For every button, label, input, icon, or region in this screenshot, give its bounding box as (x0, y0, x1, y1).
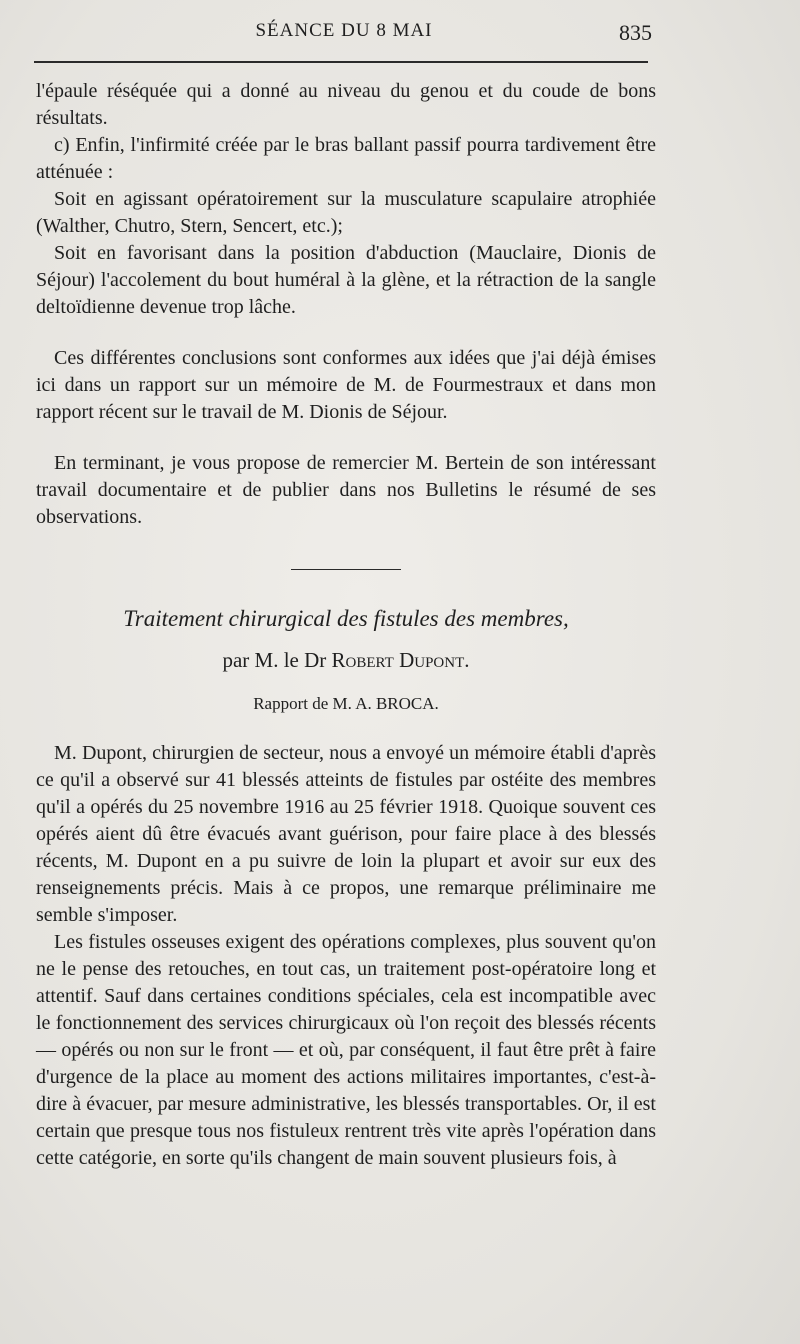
article-byline (36, 646, 656, 674)
section-separator (291, 569, 401, 570)
paragraph-conclusion-c: c) Enfin, l'infirmité créée par le bras ballant passif pourra tardivement être atténuée : (36, 134, 656, 183)
article-title: Traitement chirurgical des fistules des membres, (123, 606, 569, 631)
header-rule (34, 61, 648, 63)
article-paragraph-2: Les fistules osseuses exigent des opérations complexes, plus souvent qu'on ne le pense des retouches, en tout cas, un traitement post-opératoire long et attentif. Sauf dans certaines conditions spéciales, cela est incompatible avec le fonctionnement des services chirurgicaux où l'on reçoit des blessés récents — opérés ou non sur le front — et où, par conséquent, il faut être prêt à faire d'urgence de la place au moment des actions militaires importantes, c'est-à-dire à évacuer, par mesure administrative, les blessés transportables. Or, il est certain que presque tous nos fistuleux rentrent très vite après l'opération dans cette catégorie, en sorte qu'ils changent de main souvent plusieurs fois, à (36, 931, 656, 1169)
byline-author: Robert Dupont. (331, 648, 470, 672)
report-line: Rapport de M. A. BROCA. (253, 694, 439, 713)
paragraph-option-2: Soit en favorisant dans la position d'abduction (Mauclaire, Dionis de Séjour) l'accolement du bout huméral à la glène, et la rétraction de la sangle deltoïdienne devenue trop lâche. (36, 242, 656, 318)
paragraph-conformity: Ces différentes conclusions sont conformes aux idées que j'ai déjà émises ici dans un rapport sur un mémoire de M. de Fourmestraux et dans mon rapport récent sur le travail de M. Dionis de Séjour. (36, 347, 656, 423)
byline-prefix: par M. le Dr (222, 648, 327, 672)
running-title: SÉANCE DU 8 MAI (255, 20, 433, 41)
paragraph-option-1: Soit en agissant opératoirement sur la musculature scapulaire atrophiée (Walther, Chutro, Stern, Sencert, etc.); (36, 188, 656, 237)
paragraph-closing: En terminant, je vous propose de remercier M. Bertein de son intéressant travail documentaire et de publier dans nos Bulletins le résumé de ses observations. (36, 452, 656, 528)
page-body (36, 78, 656, 1172)
paragraph-continuation: l'épaule réséquée qui a donné au niveau du genou et du coude de bons résultats. (36, 80, 656, 129)
article-paragraph-1: M. Dupont, chirurgien de secteur, nous a envoyé un mémoire établi d'après ce qu'il a observé sur 41 blessés atteints de fistules par ostéite des membres qu'il a opérés du 25 novembre 1916 au 25 février 1918. Quoique souvent ces opérés aient dû être évacués avant guérison, pour faire place à des blessés récents, M. Dupont en a pu suivre de loin la plupart et avoir sur eux des renseignements précis. Mais à ce propos, une remarque préliminaire me semble s'imposer. (36, 742, 656, 926)
page-number: 835 (619, 20, 652, 45)
page-header (36, 16, 652, 52)
